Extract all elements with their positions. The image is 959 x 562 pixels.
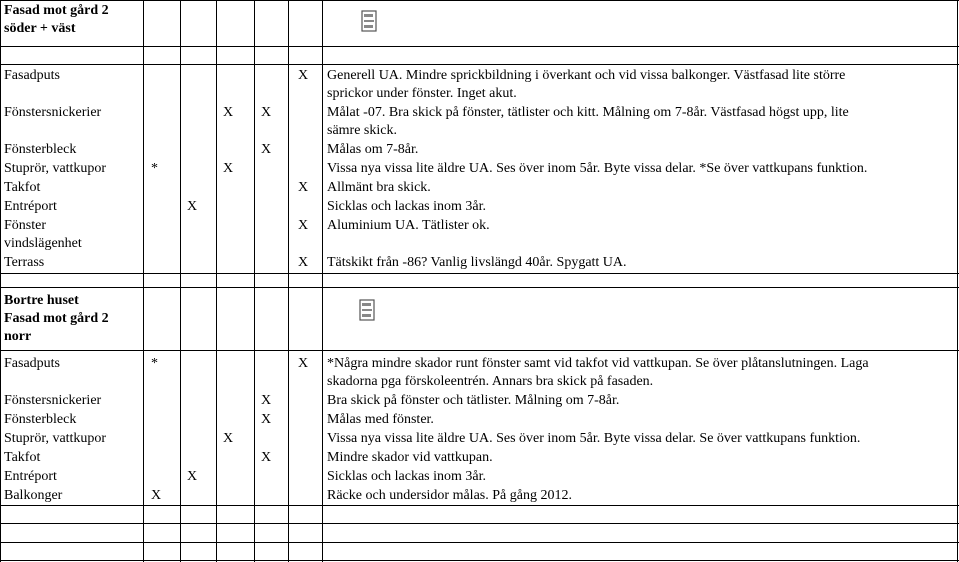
s1-row-text: Aluminium UA. Tätlister ok. — [327, 218, 490, 233]
s1-row-name: Fönsterbleck — [4, 142, 77, 157]
grid-line-col3 — [216, 0, 217, 562]
s2-row-text: Mindre skador vid vattkupan. — [327, 450, 493, 465]
s2-row-text: *Några mindre skador runt fönster samt vid takfot vid vattkupan. Se över plåtanslutningen. Laga — [327, 356, 869, 371]
grid-line-col2 — [180, 0, 181, 562]
document-icon — [359, 299, 375, 321]
s1-row-text: Målas om 7-8år. — [327, 142, 419, 157]
s1-row-name: Fönstersnickerier — [4, 105, 102, 120]
section2-title-line2: Fasad mot gård 2 — [4, 311, 109, 326]
s1-row-name: Takfot — [4, 180, 41, 195]
s2-row-text: Målas med fönster. — [327, 412, 434, 427]
grid-line-row8 — [0, 542, 959, 543]
grid-line-row1 — [0, 46, 959, 47]
s2-row-mark: X — [261, 412, 272, 427]
s1-row-mark: X — [187, 199, 198, 214]
s2-row-name: Balkonger — [4, 488, 63, 503]
s2-row-name: Fönstersnickerier — [4, 393, 102, 408]
s2-row-mark: X — [187, 469, 198, 484]
s2-row-mark: X — [298, 356, 309, 371]
s2-row-name: Stuprör, vattkupor — [4, 431, 107, 446]
s1-row-mark: X — [298, 68, 309, 83]
section1-title-line2: söder + väst — [4, 21, 76, 36]
s1-row-text: Allmänt bra skick. — [327, 180, 431, 195]
grid-line-bottom — [0, 560, 959, 561]
grid-line-top — [0, 0, 959, 1]
grid-line-col6 — [322, 0, 323, 562]
grid-line-row2 — [0, 64, 959, 65]
s1-row-name: Terrass — [4, 255, 45, 270]
s1-row-mark: X — [261, 142, 272, 157]
s2-row-name: Entréport — [4, 469, 57, 484]
s1-row-mark: * — [151, 161, 158, 176]
s1-row-name: Stuprör, vattkupor — [4, 161, 107, 176]
s2-row-mark: * — [151, 356, 158, 371]
s1-row-mark: X — [298, 255, 309, 270]
s1-row-text: Vissa nya vissa lite äldre UA. Ses över inom 5år. Byte vissa delar. *Se över vattkupans funktion. — [327, 161, 868, 176]
s1-row-name: Fönster — [4, 218, 46, 233]
s1-row-mark: X — [298, 180, 309, 195]
s1-row-mark: X — [298, 218, 309, 233]
s1-row-mark: X — [223, 161, 234, 176]
s2-row-name: Takfot — [4, 450, 41, 465]
section1-title-line1: Fasad mot gård 2 — [4, 3, 109, 18]
s1-row-text: Tätskikt från -86? Vanlig livslängd 40år. Spygatt UA. — [327, 255, 627, 270]
s2-row-mark: X — [151, 488, 162, 503]
grid-line-col1 — [143, 0, 144, 562]
document-icon — [361, 10, 377, 32]
s2-row-mark: X — [261, 450, 272, 465]
section2-title-line1: Bortre huset — [4, 293, 79, 308]
s2-row-text: Räcke och undersidor målas. På gång 2012. — [327, 488, 572, 503]
s1-row-text: Sicklas och lackas inom 3år. — [327, 199, 487, 214]
s2-row-text: skadorna pga förskoleentrén. Annars bra skick på fasaden. — [327, 374, 654, 389]
s1-row-mark: X — [261, 105, 272, 120]
grid-line-col4 — [254, 0, 255, 562]
s1-row-text: sprickor under fönster. Inget akut. — [327, 86, 517, 101]
grid-line-row5 — [0, 350, 959, 351]
grid-line-row3 — [0, 273, 959, 274]
grid-line-row6 — [0, 505, 959, 506]
grid-line-left — [0, 0, 1, 562]
grid-line-col5 — [288, 0, 289, 562]
s2-row-text: Vissa nya vissa lite äldre UA. Ses över inom 5år. Byte vissa delar. Se över vattkupans funktion. — [327, 431, 861, 446]
section2-title-line3: norr — [4, 329, 32, 344]
s1-row-text: Målat -07. Bra skick på fönster, tätlister och kitt. Målning om 7-8år. Västfasad högst upp, lite — [327, 105, 849, 120]
s2-row-mark: X — [223, 431, 234, 446]
s1-row-name-line2: vindslägenhet — [4, 236, 82, 251]
s1-row-text: sämre skick. — [327, 123, 397, 138]
s2-row-name: Fönsterbleck — [4, 412, 77, 427]
grid-line-right — [957, 0, 958, 562]
s1-row-name: Entréport — [4, 199, 57, 214]
s1-row-text: Generell UA. Mindre sprickbildning i överkant och vid vissa balkonger. Västfasad lite större — [327, 68, 846, 83]
s1-row-mark: X — [223, 105, 234, 120]
s2-row-text: Bra skick på fönster och tätlister. Målning om 7-8år. — [327, 393, 620, 408]
s2-row-mark: X — [261, 393, 272, 408]
s2-row-name: Fasadputs — [4, 356, 60, 371]
s2-row-text: Sicklas och lackas inom 3år. — [327, 469, 487, 484]
grid-line-row7 — [0, 523, 959, 524]
s1-row-name: Fasadputs — [4, 68, 60, 83]
grid-line-row4 — [0, 287, 959, 288]
